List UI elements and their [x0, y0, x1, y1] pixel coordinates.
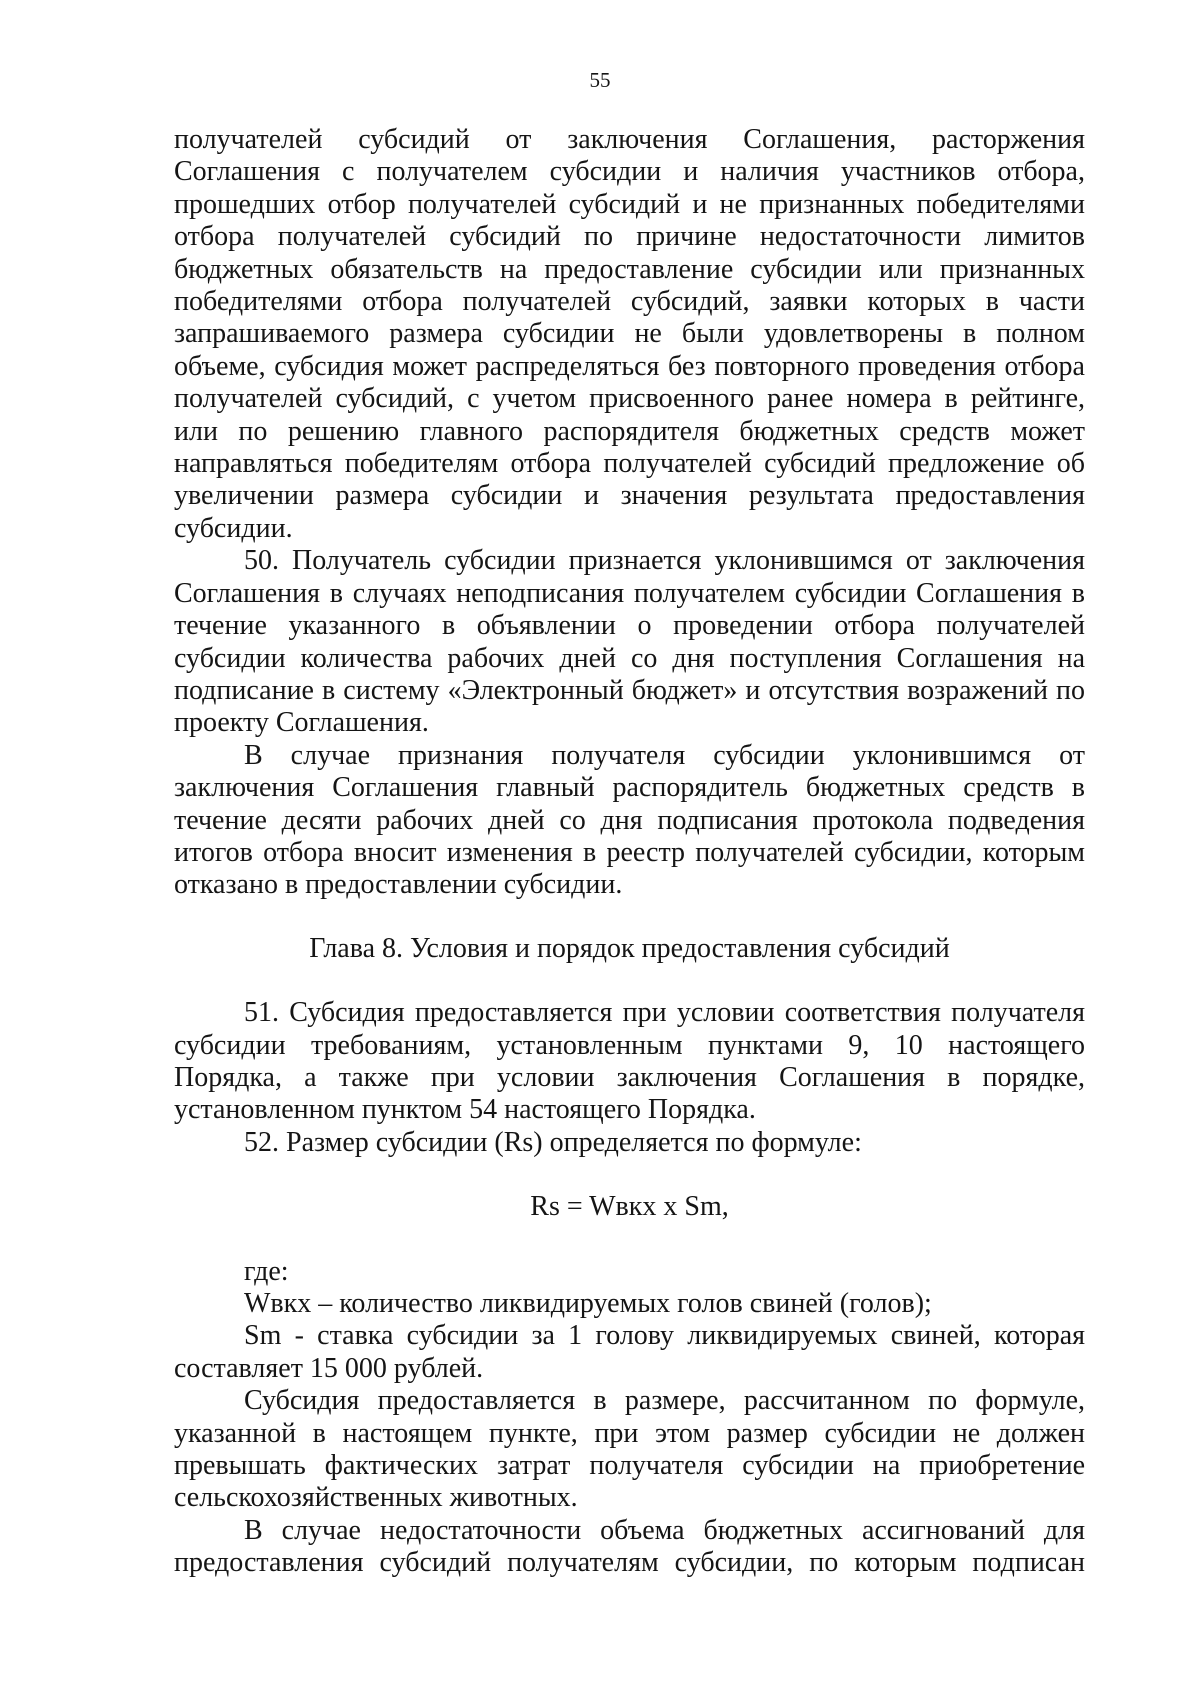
text-line: получателей субсидий от заключения Соглашения, расторжения: [174, 124, 1085, 155]
text-line: бюджетных обязательств на предоставление субсидии или признанных: [174, 253, 1085, 285]
paragraph-insufficiency: [174, 1515, 1085, 1580]
definition-wvkh: Wвкх – количество ликвидируемых голов свиней (голов);: [244, 1288, 932, 1319]
text-line: Порядка, а также при условии заключения Соглашения в порядке,: [174, 1061, 1085, 1093]
definition-sm: [174, 1320, 1085, 1385]
text-line: 51. Субсидия предоставляется при условии соответствия получателя: [244, 997, 1085, 1029]
document-body: [174, 124, 1085, 1580]
text-line: подписание в систему «Электронный бюджет» и отсутствия возражений по: [174, 674, 1085, 706]
paragraph-continuation: [174, 124, 1085, 545]
text-line: или по решению главного распорядителя бюджетных средств может: [174, 415, 1085, 447]
text-line: сельскохозяйственных животных.: [174, 1482, 578, 1514]
text-line: увеличении размера субсидии и значения результата предоставления: [174, 480, 1085, 512]
text-line: Субсидия предоставляется в размере, рассчитанном по формуле,: [244, 1385, 1085, 1417]
text-line: направляться победителям отбора получателей субсидий предложение об: [174, 448, 1085, 480]
paragraph-50-evasion: [174, 740, 1085, 902]
text-line: составляет 15 000 рублей.: [174, 1352, 484, 1384]
text-line: предоставления субсидий получателям субсидии, по которым подписан: [174, 1547, 1085, 1579]
text-line: превышать фактических затрат получателя субсидии на приобретение: [174, 1450, 1085, 1482]
text-line: течение указанного в объявлении о проведении отбора получателей: [174, 610, 1085, 642]
text-line: 50. Получатель субсидии признается уклонившимся от заключения: [244, 545, 1085, 577]
text-line: субсидии количества рабочих дней со дня поступления Соглашения на: [174, 642, 1085, 674]
text-line: победителями отбора получателей субсидий, заявки которых в части: [174, 286, 1085, 318]
text-line: отбора получателей субсидий по причине недостаточности лимитов: [174, 221, 1085, 253]
text-line: Соглашения с получателем субсидии и наличия участников отбора,: [174, 156, 1085, 188]
text-line: В случае недостаточности объема бюджетных ассигнований для: [244, 1514, 1085, 1546]
text-line: течение десяти рабочих дней со дня подписания протокола подведения: [174, 804, 1085, 836]
chapter-heading: Глава 8. Условия и порядок предоставления субсидий: [309, 932, 950, 964]
text-line: проекту Соглашения.: [174, 707, 429, 739]
page-number: 55: [589, 68, 611, 92]
paragraph-51: [174, 997, 1085, 1127]
text-line: Sm - ставка субсидии за 1 голову ликвидируемых свиней, которая: [244, 1320, 1085, 1352]
where-label: где:: [244, 1255, 289, 1287]
text-line: В случае признания получателя субсидии уклонившимся от: [244, 739, 1085, 771]
text-line: отказано в предоставлении субсидии.: [174, 869, 623, 901]
text-line: субсидии.: [174, 512, 293, 544]
text-line: заключения Соглашения главный распорядитель бюджетных средств в: [174, 772, 1085, 804]
text-line: указанной в настоящем пункте, при этом размер субсидии не должен: [174, 1417, 1085, 1449]
text-line: получателей субсидий, с учетом присвоенного ранее номера в рейтинге,: [174, 383, 1085, 415]
formula: Rs = Wвкх х Sm,: [530, 1191, 729, 1223]
text-line: итогов отбора вносит изменения в реестр получателей субсидии, которым: [174, 836, 1085, 868]
text-line: Соглашения в случаях неподписания получателем субсидии Соглашения в: [174, 577, 1085, 609]
paragraph-subsidy-limit: [174, 1385, 1085, 1515]
paragraph-50: [174, 545, 1085, 739]
text-line: субсидии требованиям, установленным пунктами 9, 10 настоящего: [174, 1029, 1085, 1061]
paragraph-52: 52. Размер субсидии (Rs) определяется по формуле:: [244, 1126, 862, 1158]
text-line: запрашиваемого размера субсидии не были удовлетворены в полном: [174, 318, 1085, 350]
text-line: установленном пунктом 54 настоящего Порядка.: [174, 1094, 756, 1126]
text-line: объеме, субсидия может распределяться без повторного проведения отбора: [174, 350, 1085, 382]
text-line: прошедших отбор получателей субсидий и не признанных победителями: [174, 188, 1085, 220]
